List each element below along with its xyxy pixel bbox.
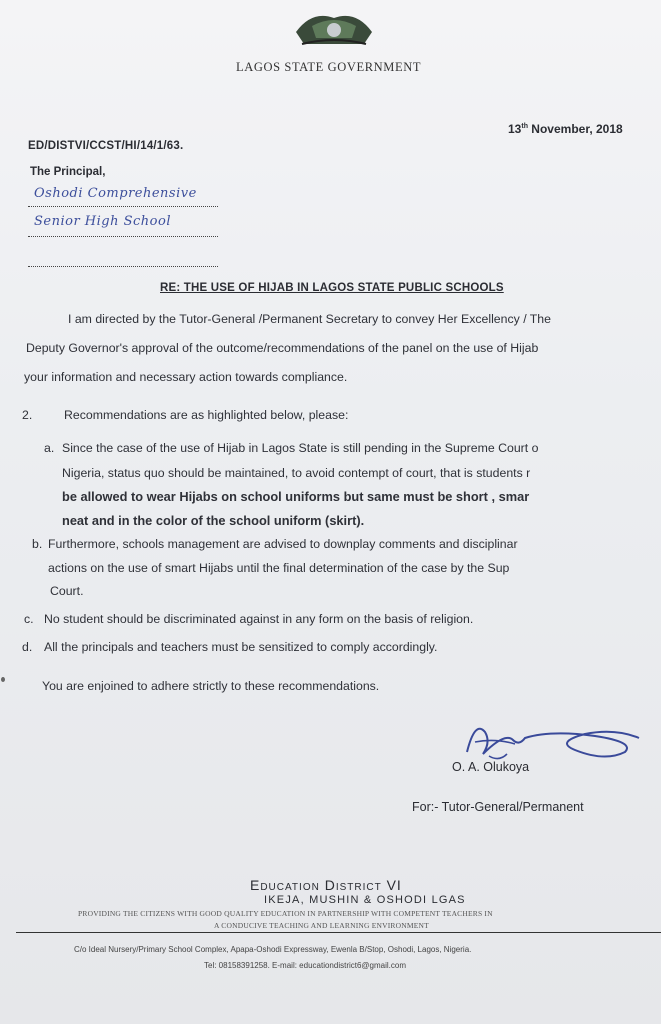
item-b-line-3: Court. (50, 584, 84, 598)
footer-address: C/o Ideal Nursery/Primary School Complex, Apapa-Oshodi Expressway, Ewenla B/Stop, Oshodi, Lagos, Nigeria. (74, 945, 472, 954)
address-line-2 (28, 236, 218, 237)
item-b-line-2: actions on the use of smart Hijabs until the final determination of the case by the Sup (48, 561, 510, 575)
item-b-marker: b. (32, 537, 43, 551)
date-suffix: th (521, 123, 528, 130)
item-d-marker: d. (22, 640, 33, 654)
footer-lgas: IKEJA, MUSHIN & OSHODI LGAS (264, 894, 466, 906)
handwritten-school-line1: Oshodi Comprehensive (34, 186, 197, 201)
margin-mark (1, 677, 5, 682)
handwritten-school-line2: Senior High School (34, 214, 171, 229)
footer-divider (16, 932, 661, 933)
signatory-name: O. A. Olukoya (452, 760, 530, 774)
footer-contact: Tel: 08158391258. E-mail: educationdistrict6@gmail.com (204, 961, 407, 970)
item-b-line-1: Furthermore, schools management are advised to downplay comments and disciplinar (48, 537, 518, 551)
item-c-marker: c. (24, 612, 34, 626)
address-line-3 (28, 266, 218, 267)
item-a-line-4: neat and in the color of the school uniform (skirt). (62, 513, 365, 528)
paragraph-1-line-1: I am directed by the Tutor-General /Permanent Secretary to convey Her Excellency / The (68, 312, 551, 326)
signatory-title: For:- Tutor-General/Permanent (412, 800, 584, 814)
item-d-line-1: All the principals and teachers must be sensitized to comply accordingly. (44, 640, 438, 654)
paragraph-1-line-3: your information and necessary action towards compliance. (24, 370, 348, 384)
closing-sentence: You are enjoined to adhere strictly to these recommendations. (42, 679, 380, 693)
item-a-line-3: be allowed to wear Hijabs on school uniforms but same must be short , smar (62, 489, 530, 504)
reference-number: ED/DISTVI/CCST/HI/14/1/63. (28, 140, 184, 152)
government-heading: LAGOS STATE GOVERNMENT (236, 60, 422, 74)
addressee-title: The Principal, (30, 166, 106, 178)
paragraph-2-number: 2. (22, 408, 33, 422)
letter-date (508, 122, 623, 136)
paragraph-1-line-2: Deputy Governor's approval of the outcome/recommendations of the panel on the use of Hijab (26, 341, 539, 355)
item-a-marker: a. (44, 441, 55, 455)
footer-tagline-1: PROVIDING THE CITIZENS WITH GOOD QUALITY EDUCATION IN PARTNERSHIP WITH COMPETENT TEACHERS IN (78, 909, 493, 918)
footer-tagline-2: A CONDUCIVE TEACHING AND LEARNING ENVIRONMENT (214, 921, 429, 930)
address-line-1 (28, 206, 218, 207)
footer-district: Education District VI (250, 877, 402, 893)
subject-heading: RE: THE USE OF HIJAB IN LAGOS STATE PUBLIC SCHOOLS (160, 282, 504, 294)
coat-of-arms-icon (292, 0, 376, 48)
paragraph-2-text: Recommendations are as highlighted below, please: (64, 408, 349, 422)
item-c-line-1: No student should be discriminated against in any form on the basis of religion. (44, 612, 474, 626)
item-a-line-2: Nigeria, status quo should be maintained, to avoid contempt of court, that is students r (62, 466, 531, 480)
date-day: 13 (508, 122, 522, 136)
item-a-line-1: Since the case of the use of Hijab in Lagos State is still pending in the Supreme Court o (62, 441, 539, 455)
date-rest: November, 2018 (527, 122, 623, 136)
